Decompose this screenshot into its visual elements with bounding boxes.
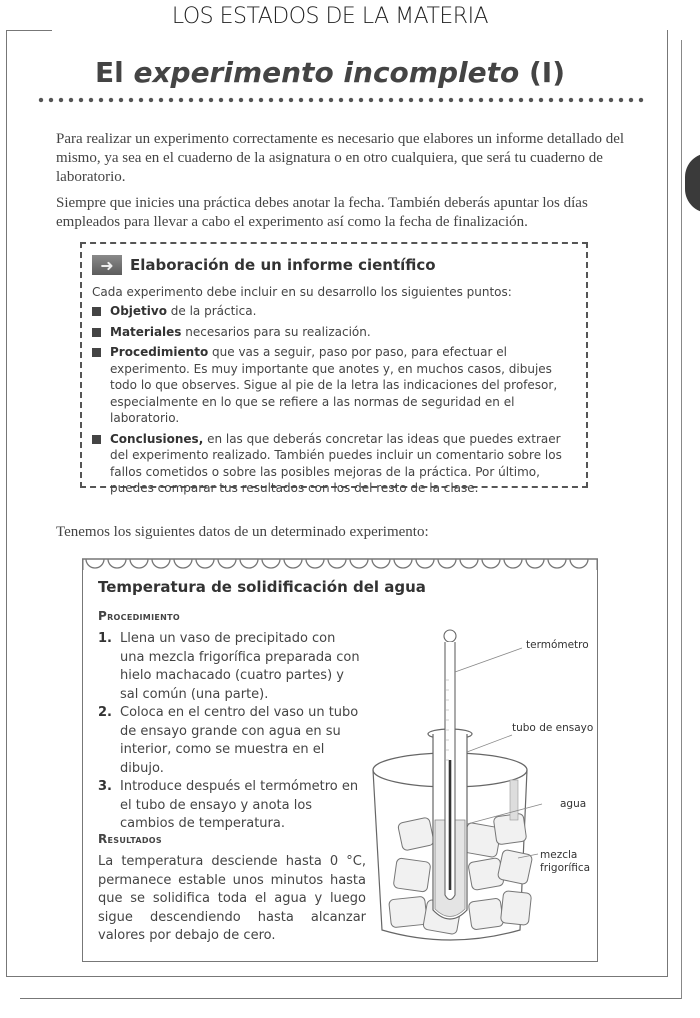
title-plain: El [94, 56, 134, 89]
title-italic: experimento incompleto [133, 56, 520, 89]
intro-text [56, 130, 640, 239]
list-item [92, 303, 570, 320]
frame-top-stub [6, 30, 52, 31]
item-keyword: Conclusiones, [110, 431, 204, 446]
list-item [92, 431, 570, 497]
procedure-steps [98, 630, 363, 834]
step-number: 1. [98, 631, 112, 646]
arrow-right-icon: ➜ [92, 255, 122, 275]
info-box-report [80, 242, 588, 495]
square-bullet-icon [92, 348, 101, 357]
step-text: Coloca en el centro del vaso un tubo de ensayo grande con agua en su interior, como se muestra en el dibujo. [120, 705, 359, 776]
item-keyword: Materiales [110, 324, 182, 339]
info-box-list [92, 303, 570, 497]
step-text: Introduce después el termómetro en el tubo de ensayo y anota los cambios de temperatura. [120, 779, 359, 831]
data-lead-text: Tenemos los siguientes datos de un determinado experimento: [56, 524, 429, 540]
label-water: agua [560, 798, 587, 810]
results-text: La temperatura desciende hasta 0 °C, permanece estable unos minutos hasta que se solidifica toda el agua y luego sigue descendiendo hasta alcanzar valores por debajo de cero. [98, 854, 366, 943]
step-text: Llena un vaso de precipitado con una mezcla frigorífica preparada con hielo machacado (cuatro partes) y sal común (una parte). [120, 631, 360, 702]
beaker-thermometer-illustration [370, 620, 600, 960]
side-tab-marker [685, 153, 700, 213]
intro-paragraph: Para realizar un experimento correctamente es necesario que elabores un informe detallado del mismo, ya sea en el cuaderno de la asignatura o en otro cualquiera, que será tu cuaderno de laboratorio. [56, 131, 625, 185]
item-text: que vas a seguir, paso por paso, para efectuar el experimento. Es muy importante que anotes y, en muchos casos, dibujes todo lo que observes. Sigue al pie de la letra las indicaciones del profesor, especialmente en lo que se refiere a las normas de seguridad en el laboratorio. [110, 345, 558, 425]
square-bullet-icon [92, 328, 101, 337]
procedure-step [98, 778, 363, 834]
procedure-step [98, 630, 363, 704]
page-title [0, 56, 660, 89]
square-bullet-icon [92, 435, 101, 444]
outer-frame-right [681, 40, 682, 999]
list-item [92, 344, 570, 427]
title-suffix: (I) [519, 56, 565, 89]
list-item [92, 324, 570, 341]
label-test-tube: tubo de ensayo [512, 722, 594, 734]
section-header: LOS ESTADOS DE LA MATERIA [171, 4, 489, 29]
experiment-title: Temperatura de solidificación del agua [98, 578, 426, 596]
item-text: necesarios para su realización. [181, 324, 371, 339]
item-text: en las que deberás concretar las ideas que puedes extraer del experimento realizado. También puedes incluir un comentario sobre los fallos cometidos o sobre las posibles mejoras de la práctica. Por último, puedes comparar tus resultados con los del resto de la clase. [110, 431, 562, 495]
step-number: 2. [98, 705, 112, 720]
item-text: de la práctica. [166, 304, 257, 318]
procedure-heading: Procedimiento [98, 609, 180, 623]
info-box-header [92, 252, 570, 278]
label-thermometer: termómetro [526, 639, 589, 651]
step-number: 3. [98, 779, 112, 794]
info-box-title: Elaboración de un informe científico [130, 256, 436, 274]
item-keyword: Procedimiento [110, 345, 209, 359]
label-mixture-line2: frigorífica [540, 862, 591, 874]
results-heading: Resultados [98, 832, 162, 846]
scalloped-border [82, 558, 598, 570]
label-mixture [540, 849, 590, 875]
label-mixture-line1: mezcla [540, 849, 578, 861]
info-box-lead: Cada experimento debe incluir en su desarrollo los siguientes puntos: [92, 285, 512, 299]
item-keyword: Objetivo [110, 304, 167, 318]
dotted-divider [36, 96, 644, 104]
intro-paragraph: Siempre que inicies una práctica debes anotar la fecha. También deberás apuntar los días empleados para llevar a cabo el experimento así como la fecha de finalización. [56, 195, 588, 230]
square-bullet-icon [92, 307, 101, 316]
procedure-step [98, 704, 363, 778]
outer-frame-bottom [20, 998, 682, 999]
